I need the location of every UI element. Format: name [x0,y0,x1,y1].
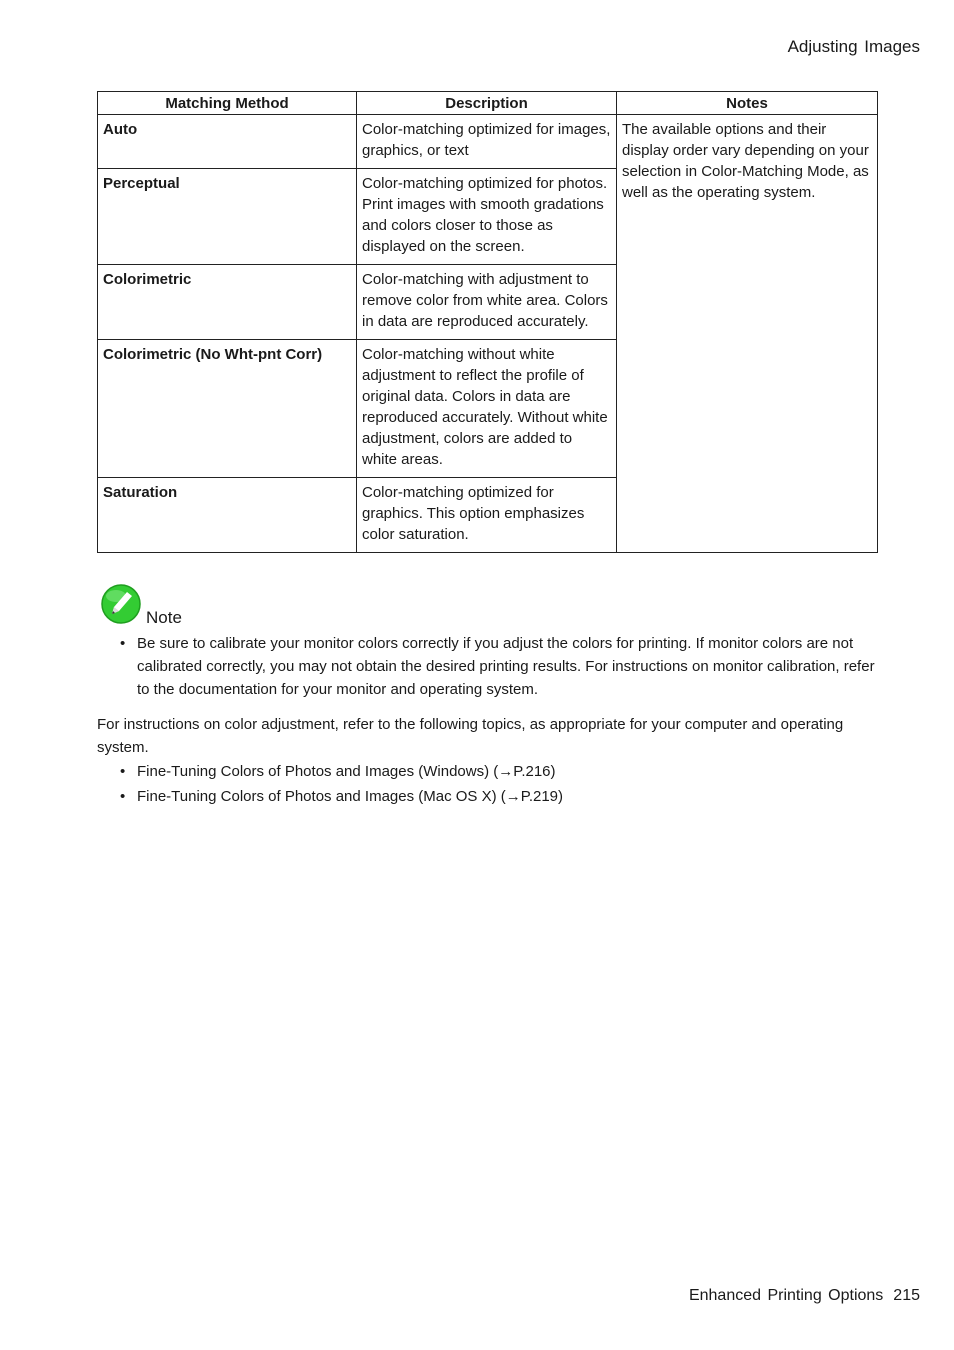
notes-cell: The available options and their display order vary depending on your selection in Color-Matching Mode, as well as the operating system. [617,115,878,553]
method-cell: Colorimetric [98,265,357,340]
footer-section-title: Enhanced Printing Options [688,1287,884,1304]
matching-method-table [97,91,878,553]
list-item [100,632,880,701]
note-item-text: Be sure to calibrate your monitor colors correctly if you adjust the colors for printing. If monitor colors are not calibrated correctly, you may not obtain the desired printing results. For instructions on monitor calibration, refer to the documentation for your monitor and operating system. [137,635,875,698]
list-item[interactable] [100,785,880,808]
column-header-method: Matching Method [98,92,357,115]
topic-link-mac[interactable]: Fine-Tuning Colors of Photos and Images (Mac OS X) (→P.219) [137,788,564,805]
note-label: Note [146,608,182,627]
note-list [100,632,880,701]
method-cell: Perceptual [98,169,357,265]
description-cell: Color-matching without white adjustment to reflect the profile of original data. Colors in data are reproduced accurately. Without white adjustment, colors are added to white areas. [357,340,617,478]
method-cell: Saturation [98,478,357,553]
pencil-note-icon [100,583,142,625]
topic-links [100,760,880,810]
note-header [100,583,880,627]
page-footer [689,1287,920,1305]
description-cell: Color-matching optimized for graphics. This option emphasizes color saturation. [357,478,617,553]
instructions-paragraph: For instructions on color adjustment, refer to the following topics, as appropriate for your computer and operating system. [97,716,844,756]
note-block [100,583,880,701]
page-header-title: Adjusting Images [787,37,920,56]
method-cell: Colorimetric (No Wht-pnt Corr) [98,340,357,478]
column-header-description: Description [357,92,617,115]
description-cell: Color-matching with adjustment to remove color from white area. Colors in data are reproduced accurately. [357,265,617,340]
topic-list [100,760,880,808]
bullet-icon: • [120,635,126,652]
method-cell: Auto [98,115,357,169]
bullet-icon: • [120,788,126,805]
description-cell: Color-matching optimized for images, graphics, or text [357,115,617,169]
table-header-row [98,92,878,115]
description-cell: Color-matching optimized for photos. Print images with smooth gradations and colors closer to those as displayed on the screen. [357,169,617,265]
topic-link-windows[interactable]: Fine-Tuning Colors of Photos and Images (Windows) (→P.216) [137,763,556,780]
list-item[interactable] [100,760,880,783]
table-row [98,115,878,169]
page-number: 215 [893,1287,920,1304]
bullet-icon: • [120,763,126,780]
column-header-notes: Notes [617,92,878,115]
